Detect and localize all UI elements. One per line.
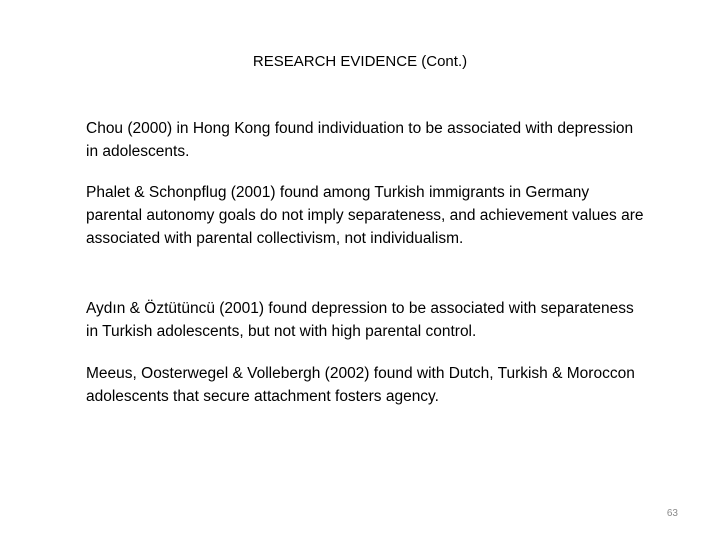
finding-text: in Hong Kong found individuation to be associated with depression in adolescents. — [86, 120, 634, 160]
evidence-paragraph-phalet — [86, 181, 646, 250]
evidence-paragraph-chou — [86, 117, 646, 163]
slide-title: RESEARCH EVIDENCE (Cont.) — [252, 53, 468, 70]
citation: Aydın & Öztütüncü (2001) — [86, 300, 265, 317]
finding-text: found among Turkish immigrants in Germany parental autonomy goals do not imply separateness, and achievement values are associated with parental collectivism, not individualism. — [86, 184, 644, 247]
finding-text: found depression to be associated with separateness in Turkish adolescents, but not with high parental control. — [86, 300, 634, 340]
evidence-paragraph-aydin — [86, 297, 646, 343]
citation: Meeus, Oosterwegel & Vollebergh (2002) — [86, 365, 370, 382]
citation: Phalet & Schonpflug (2001) — [86, 184, 276, 201]
finding-text: found with Dutch, Turkish & Moroccon adolescents that secure attachment fosters agency. — [86, 365, 635, 405]
citation: Chou (2000) — [86, 120, 173, 137]
page-number: 63 — [666, 508, 678, 519]
evidence-paragraph-meeus — [86, 362, 646, 408]
